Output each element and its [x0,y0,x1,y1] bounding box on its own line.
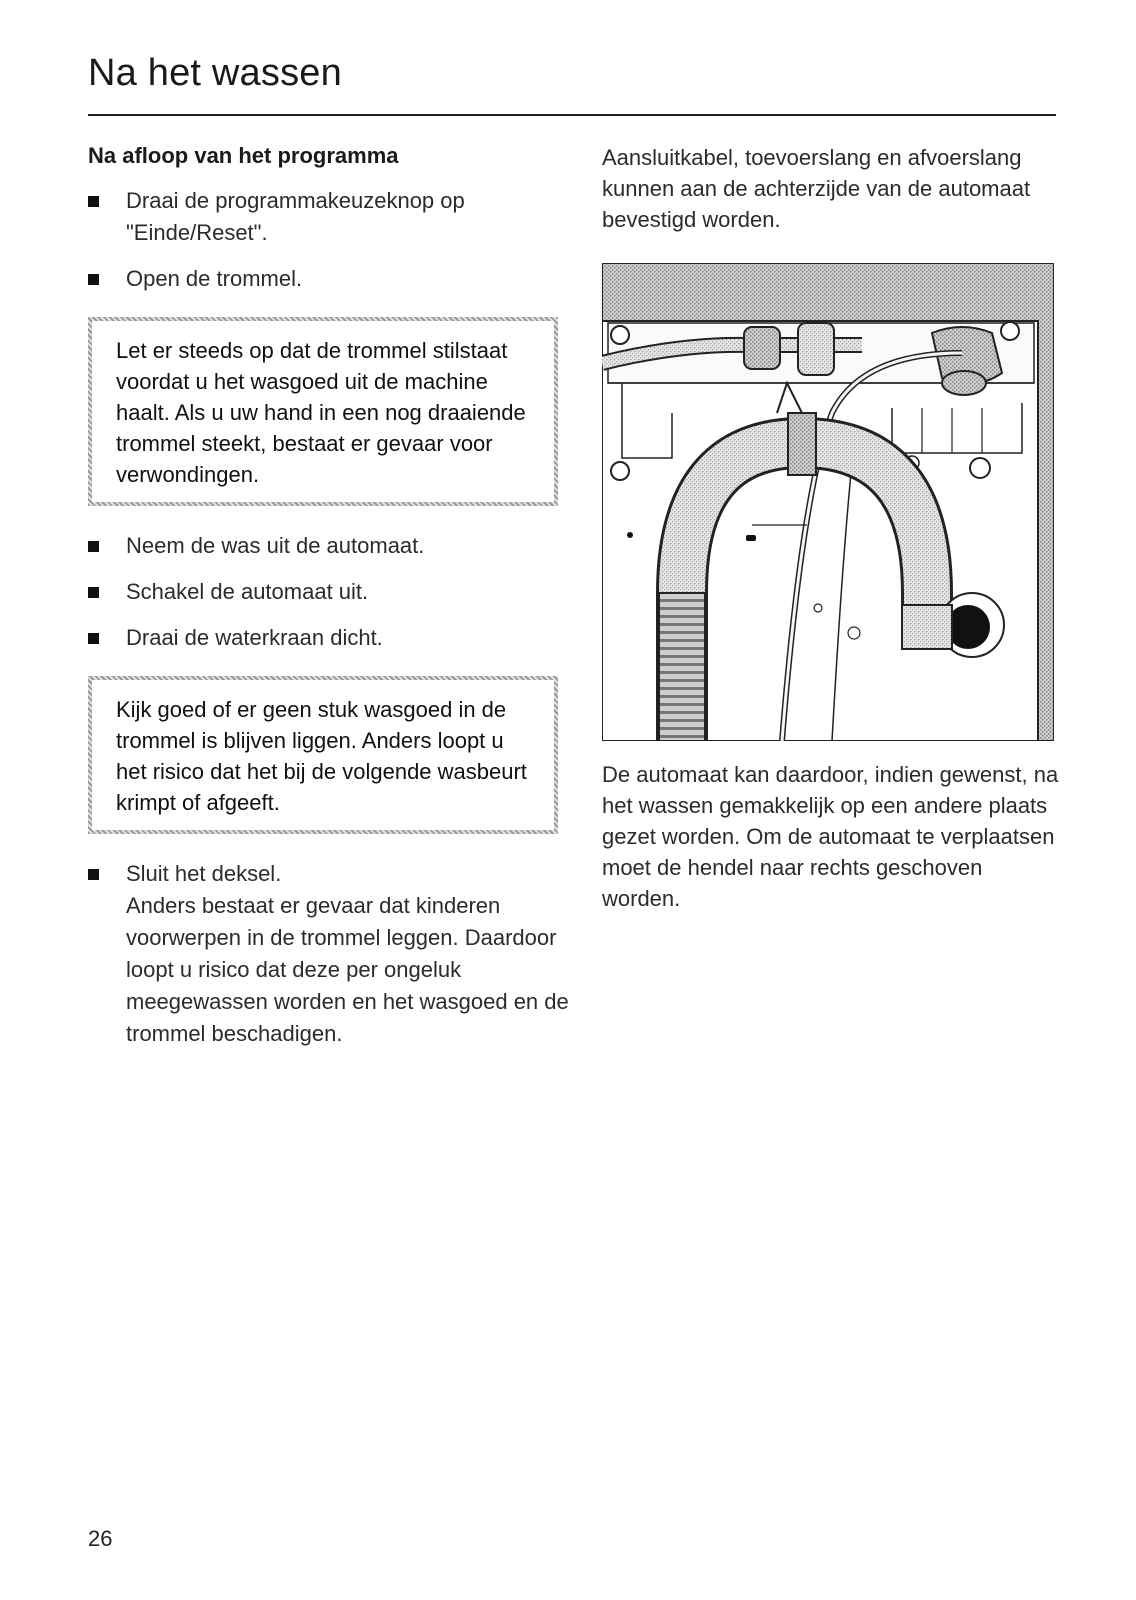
machine-rear-illustration [602,263,1054,741]
warning-note-drum-stopped: Let er steeds op dat de trommel stilstaat voordat u het wasgoed uit de machine haalt. Als u uw hand in een nog draaiende trommel steekt, bestaat er gevaar voor verwondingen. [88,317,558,506]
title-divider [88,114,1056,116]
page-title: Na het wassen [88,52,342,94]
instruction-close-tap: Draai de waterkraan dicht. [88,622,573,654]
instruction-turn-knob: Draai de programmakeuzeknop op "Einde/Reset". [88,185,573,249]
intro-paragraph: Aansluitkabel, toevoerslang en afvoerslang kunnen aan de achterzijde van de automaat bevestigd worden. [602,145,1031,232]
warning-note-check-drum: Kijk goed of er geen stuk wasgoed in de trommel is blijven liggen. Anders loopt u het risico dat het bij de volgende wasbeurt krimpt of afgeeft. [88,676,558,834]
instruction-close-lid-title: Sluit het deksel. [126,860,282,886]
instruction-open-drum: Open de trommel. [88,263,573,295]
page-number: 26 [88,1526,113,1551]
left-column [88,142,573,1050]
right-column [602,142,1062,914]
illustration-caption: De automaat kan daardoor, indien gewenst, na het wassen gemakkelijk op een andere plaats gezet worden. Om de automaat te verplaatsen moet de hendel naar rechts geschoven worden. [602,762,1059,911]
instruction-close-lid [88,858,573,1050]
instruction-switch-off: Schakel de automaat uit. [88,576,573,608]
section-heading: Na afloop van het programma [88,143,399,168]
instruction-remove-laundry: Neem de was uit de automaat. [88,530,573,562]
instruction-close-lid-text: Anders bestaat er gevaar dat kinderen voorwerpen in de trommel leggen. Daardoor loopt u risico dat deze per ongeluk meegewassen worden en het wasgoed en de trommel beschadigen. [126,892,569,1046]
